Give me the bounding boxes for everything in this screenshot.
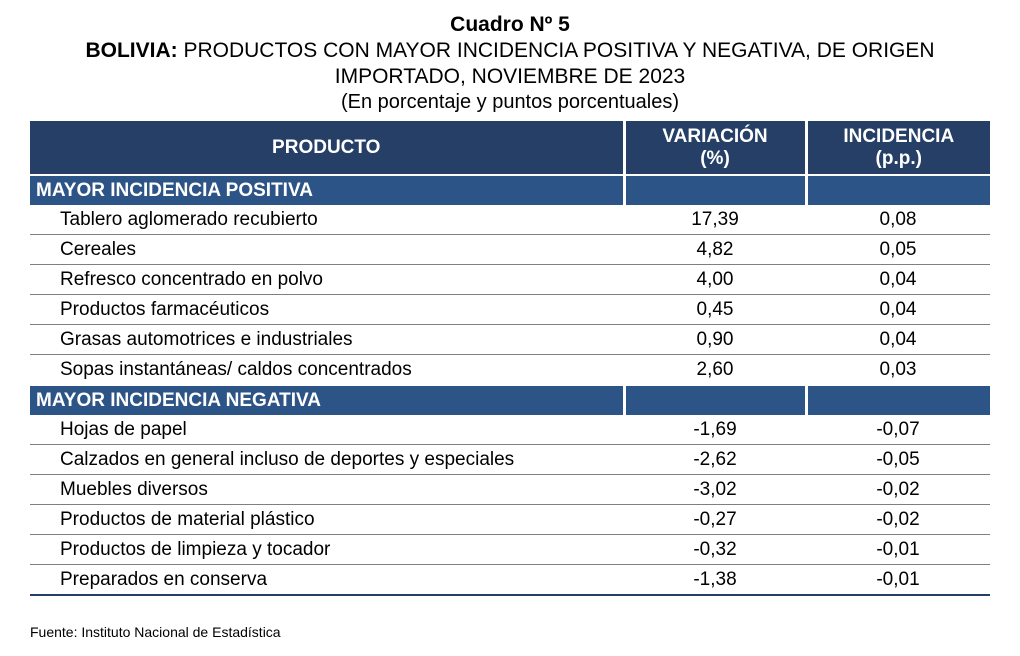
cell-producto: Sopas instantáneas/ caldos concentrados xyxy=(30,355,624,386)
cell-producto: Hojas de papel xyxy=(30,415,624,445)
cell-incidencia: -0,07 xyxy=(806,415,990,445)
cell-incidencia: -0,02 xyxy=(806,475,990,505)
table-row xyxy=(30,505,990,535)
table-subtitle xyxy=(0,38,1020,90)
cell-incidencia: 0,04 xyxy=(806,295,990,325)
table-units: (En porcentaje y puntos porcentuales) xyxy=(341,91,679,113)
table-header-row xyxy=(30,121,990,175)
header-producto: PRODUCTO xyxy=(30,121,624,175)
cell-variacion: -0,27 xyxy=(624,505,806,535)
cell-variacion: -1,69 xyxy=(624,415,806,445)
section-blank-cell xyxy=(624,385,806,415)
cell-variacion: 17,39 xyxy=(624,205,806,235)
table-row xyxy=(30,475,990,505)
cell-producto: Productos farmacéuticos xyxy=(30,295,624,325)
cell-producto: Productos de limpieza y tocador xyxy=(30,535,624,565)
header-incidencia-label: INCIDENCIA xyxy=(843,125,955,147)
table-row xyxy=(30,205,990,235)
cell-incidencia: 0,05 xyxy=(806,235,990,265)
header-variacion-unit: (%) xyxy=(700,147,730,169)
cell-producto: Grasas automotrices e industriales xyxy=(30,325,624,355)
cell-variacion: -0,32 xyxy=(624,535,806,565)
cell-variacion: -3,02 xyxy=(624,475,806,505)
table-row xyxy=(30,265,990,295)
cell-incidencia: 0,03 xyxy=(806,355,990,386)
header-variacion-label: VARIACIÓN xyxy=(662,125,768,147)
subtitle-country: BOLIVIA: xyxy=(85,39,178,62)
subtitle-text: PRODUCTOS CON MAYOR INCIDENCIA POSITIVA Y NEGATIVA, DE ORIGEN IMPORTADO, NOVIEMBRE DE 2023 xyxy=(177,39,935,88)
cell-producto: Productos de material plástico xyxy=(30,505,624,535)
cell-variacion: 0,45 xyxy=(624,295,806,325)
section-label: MAYOR INCIDENCIA NEGATIVA xyxy=(30,385,624,415)
section-blank-cell xyxy=(624,175,806,205)
table-row xyxy=(30,235,990,265)
table-row xyxy=(30,535,990,565)
cell-variacion: -1,38 xyxy=(624,565,806,596)
cell-producto: Tablero aglomerado recubierto xyxy=(30,205,624,235)
section-label: MAYOR INCIDENCIA POSITIVA xyxy=(30,175,624,205)
header-incidencia-unit: (p.p.) xyxy=(875,147,922,169)
cell-incidencia: 0,08 xyxy=(806,205,990,235)
section-row-negative xyxy=(30,385,990,415)
table-row xyxy=(30,325,990,355)
cell-incidencia: -0,01 xyxy=(806,535,990,565)
source-note: Fuente: Instituto Nacional de Estadística xyxy=(30,624,281,640)
cell-producto: Muebles diversos xyxy=(30,475,624,505)
section-blank-cell xyxy=(806,385,990,415)
table-title: Cuadro Nº 5 xyxy=(450,13,570,36)
cell-variacion: 2,60 xyxy=(624,355,806,386)
table-row xyxy=(30,295,990,325)
table-row xyxy=(30,565,990,596)
cell-variacion: 0,90 xyxy=(624,325,806,355)
table-row xyxy=(30,415,990,445)
cell-variacion: 4,82 xyxy=(624,235,806,265)
section-row-positive xyxy=(30,175,990,205)
header-incidencia xyxy=(806,121,990,175)
header-variacion xyxy=(624,121,806,175)
cell-producto: Refresco concentrado en polvo xyxy=(30,265,624,295)
cell-producto: Cereales xyxy=(30,235,624,265)
section-blank-cell xyxy=(806,175,990,205)
cell-producto: Calzados en general incluso de deportes y especiales xyxy=(30,445,624,475)
cell-incidencia: -0,02 xyxy=(806,505,990,535)
cell-variacion: -2,62 xyxy=(624,445,806,475)
cell-incidencia: -0,01 xyxy=(806,565,990,596)
cell-incidencia: -0,05 xyxy=(806,445,990,475)
table-row xyxy=(30,355,990,386)
cell-producto: Preparados en conserva xyxy=(30,565,624,596)
incidence-table xyxy=(30,121,990,596)
table-caption xyxy=(0,12,1020,115)
table-row xyxy=(30,445,990,475)
cell-incidencia: 0,04 xyxy=(806,325,990,355)
cell-incidencia: 0,04 xyxy=(806,265,990,295)
cell-variacion: 4,00 xyxy=(624,265,806,295)
